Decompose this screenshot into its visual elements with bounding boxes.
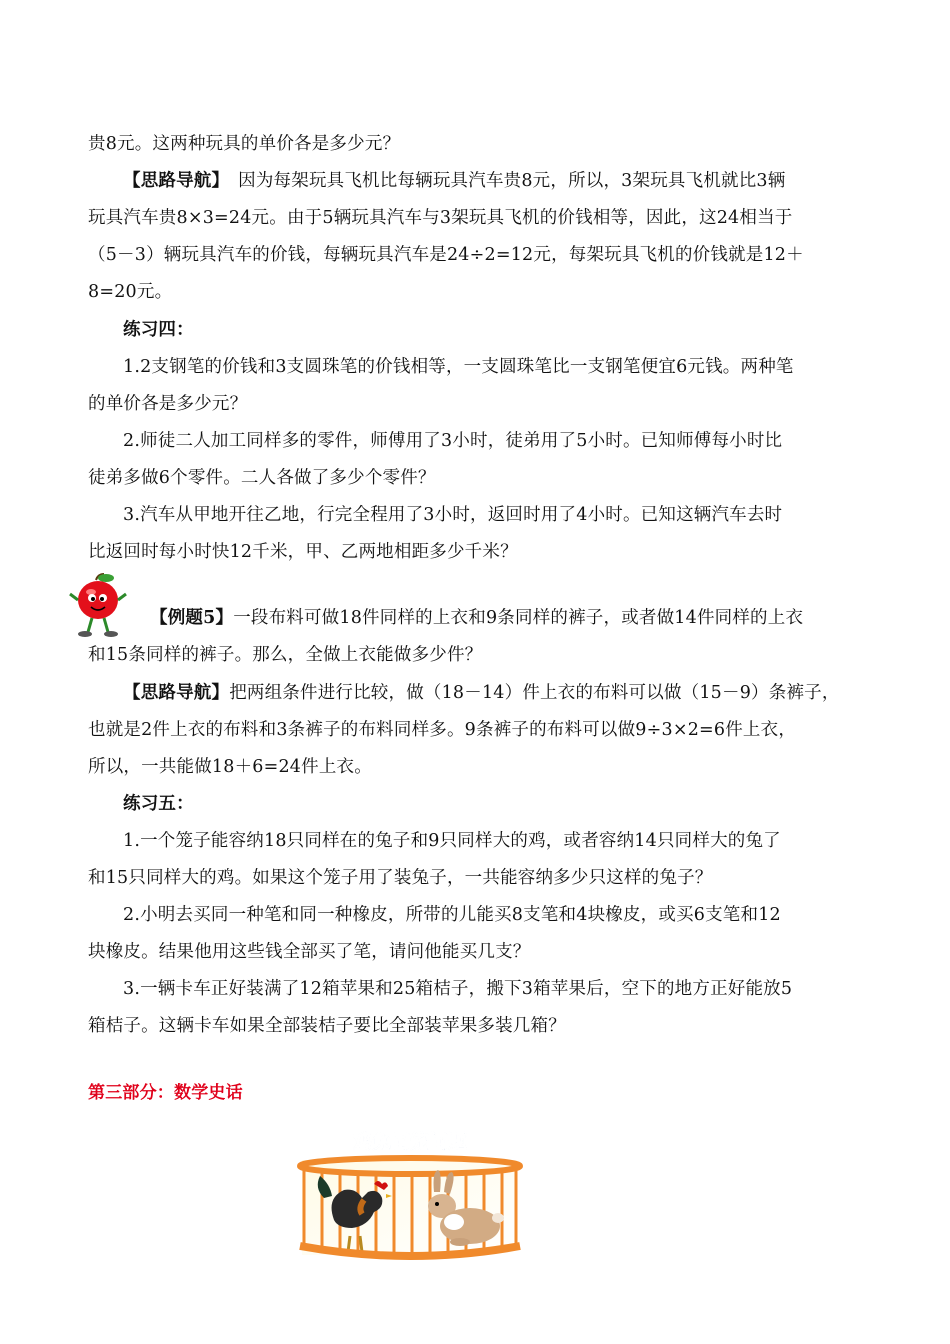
hint-label: 【思路导航】 bbox=[123, 171, 221, 191]
exercise-4-title: 练习四： bbox=[123, 320, 194, 340]
exercise-5-q1-line-1: 1.一个笼子能容纳18只同样在的兔子和9只同样大的鸡，或者容纳14只同样大的兔了 bbox=[123, 831, 781, 851]
figure-title: 鸡兔同笼问题 bbox=[352, 1131, 468, 1153]
exercise-4-q2-line-1: 2.师徒二人加工同样多的零件，师傅用了3小时，徒弟用了5小时。已知师傅每小时比 bbox=[123, 431, 783, 451]
chicken-rabbit-cage-figure bbox=[294, 1118, 526, 1266]
hint-5-label: 【思路导航】 bbox=[123, 683, 230, 703]
exercise-5-title: 练习五： bbox=[123, 794, 194, 814]
exercise-4-q3-line-1: 3.汽车从甲地开往乙地，行完全程用了3小时，返回时用了4小时。已知这辆汽车去时 bbox=[123, 505, 783, 525]
apple-mascot-icon bbox=[66, 572, 130, 642]
part-3-heading: 第三部分：数学史话 bbox=[88, 1083, 243, 1103]
hint-paragraph-line-4: 8=20元。 bbox=[88, 282, 173, 302]
hint-paragraph-line-3: （5－3）辆玩具汽车的价钱，每辆玩具汽车是24÷2=12元，每架玩具飞机的价钱就是12＋ bbox=[88, 245, 804, 265]
hint-5-text: 把两组条件进行比较，做（18－14）件上衣的布料可以做（15－9）条裤子， bbox=[229, 683, 840, 703]
exercise-4-q1-line-1: 1.2支钢笔的价钱和3支圆珠笔的价钱相等，一支圆珠笔比一支钢笔便宜6元钱。两种笔 bbox=[123, 357, 794, 377]
hint-5-line-2: 也就是2件上衣的布料和3条裤子的布料同样多。9条裤子的布料可以做9÷3×2=6件上衣， bbox=[88, 720, 797, 740]
example-5-text: 一段布料可做18件同样的上衣和9条同样的裤子，或者做14件同样的上衣 bbox=[233, 608, 804, 628]
exercise-5-q1-line-2: 和15只同样大的鸡。如果这个笼子用了装兔子，一共能容纳多少只这样的兔子？ bbox=[88, 868, 713, 888]
exercise-4-q3-line-2: 比返回时每小时快12千米，甲、乙两地相距多少千米？ bbox=[88, 542, 518, 562]
example-5-line-1 bbox=[150, 604, 803, 629]
hint-5-line-3: 所以，一共能做18＋6=24件上衣。 bbox=[88, 757, 372, 777]
exercise-5-q3-line-1: 3.一辆卡车正好装满了12箱苹果和25箱桔子，搬下3箱苹果后，空下的地方正好能放5 bbox=[123, 979, 793, 999]
hint-text: 因为每架玩具飞机比每辆玩具汽车贵8元，所以，3架玩具飞机就比3辆 bbox=[220, 171, 786, 191]
example-5-line-2: 和15条同样的裤子。那么，全做上衣能做多少件？ bbox=[88, 645, 483, 665]
exercise-4-q2-line-2: 徒弟多做6个零件。二人各做了多少个零件？ bbox=[88, 468, 436, 488]
hint-5-line-1 bbox=[123, 679, 840, 704]
exercise-5-q2-line-2: 块橡皮。结果他用这些钱全部买了笔，请问他能买几支？ bbox=[88, 942, 531, 962]
exercise-5-q3-line-2: 箱桔子。这辆卡车如果全部装桔子要比全部装苹果多装几箱？ bbox=[88, 1016, 566, 1036]
hint-paragraph-line-2: 玩具汽车贵8×3=24元。由于5辆玩具汽车与3架玩具飞机的价钱相等，因此，这24相当于 bbox=[88, 208, 793, 228]
exercise-4-q1-line-2: 的单价各是多少元？ bbox=[88, 394, 248, 414]
hint-paragraph-line-1 bbox=[123, 167, 785, 192]
exercise-5-q2-line-1: 2.小明去买同一种笔和同一种橡皮，所带的儿能买8支笔和4块橡皮，或买6支笔和12 bbox=[123, 905, 781, 925]
example-5-label: 【例题5】 bbox=[150, 608, 234, 628]
line-1: 贵8元。这两种玩具的单价各是多少元？ bbox=[88, 134, 401, 154]
